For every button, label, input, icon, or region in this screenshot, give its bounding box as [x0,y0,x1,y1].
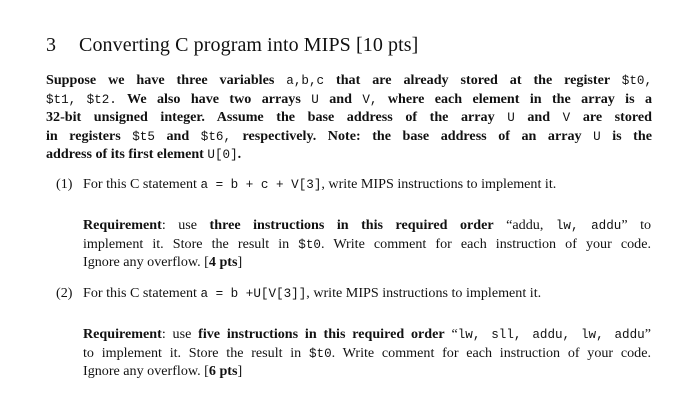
question-item-1 [56,175,556,195]
requirement-line [83,362,651,381]
intro-line-1 [46,71,652,90]
requirement-text: : use [161,326,192,342]
requirement-line [83,235,651,254]
array-code: U [311,92,319,107]
intro-text: and [527,109,551,125]
problem-intro [46,71,652,164]
item-text: For this C statement [83,285,197,301]
intro-text: respectively. Note: the base address of an array [242,127,582,144]
requirement-line [83,216,651,235]
intro-text: 32-bit unsigned integer. Assume the base address of the array [46,109,495,125]
section-number: 3 [46,34,57,56]
requirement-1 [83,216,651,272]
array-code: U [593,129,601,144]
intro-text: that are already stored at the register [336,72,610,88]
instruction-code: lw, sll, addu, lw, addu [457,328,645,342]
array-code: V, [362,92,378,107]
array-element-code: U[0] [207,148,238,162]
intro-text: in registers [46,127,121,144]
requirement-text: : use [161,217,198,233]
intro-text: where each element in the array is a [387,90,653,107]
requirement-emphasis: five instructions in this required order [198,326,445,342]
points-value: 6 pts [208,363,238,379]
intro-line-5 [46,145,652,164]
c-statement-code: a = b +U[V[3]] [200,287,307,301]
requirement-text: to implement it. Store the result in [83,344,302,361]
requirement-text: ] [237,254,243,270]
requirement-text: . Write comment for each instruction of your code. [331,344,651,361]
intro-text: . [237,146,242,162]
requirement-line [83,344,651,363]
register-code: $t0, [621,74,652,88]
requirement-text: “ [451,326,458,342]
intro-text: and [329,90,352,107]
section-title: Converting C program into MIPS [10 pts] [79,34,419,56]
requirement-line [83,325,651,344]
intro-text: are stored [582,109,653,125]
instruction-code: addu [591,219,622,233]
requirement-2 [83,325,651,381]
variables-code: a,b,c [286,74,325,88]
requirement-label: Requirement [83,217,162,233]
requirement-label: Requirement [83,326,162,342]
requirement-text: ” [644,326,651,342]
register-code: $t2. [86,92,117,107]
item-text: For this C statement [83,176,197,192]
c-statement-code: a = b + c + V[3] [200,178,322,192]
register-code: $t0 [308,346,332,361]
register-code: $t5 [132,129,155,144]
requirement-text: “addu, [506,217,544,233]
requirement-text: ” to [621,217,652,233]
requirement-text: . Write comment for each instruction of your code. [320,235,651,252]
item-marker: (2) [56,285,73,301]
intro-line-4 [46,127,652,146]
requirement-text: implement it. Store the result in [83,235,290,252]
array-code: V [562,111,571,125]
question-item-2 [56,284,541,304]
points-value: 4 pts [208,254,238,270]
register-code: $t1, [46,92,77,107]
item-marker: (1) [56,176,73,192]
register-code: $t0 [298,237,321,252]
register-code: $t6, [200,129,231,144]
requirement-text: ] [237,363,243,379]
requirement-emphasis: three instructions in this required order [209,217,494,233]
intro-text: We also have two arrays [127,90,301,107]
intro-text: Suppose we have three variables [46,72,275,88]
requirement-text: Ignore any overflow. [ [83,363,209,379]
instruction-code: lw, [555,219,579,233]
item-text: , write MIPS instructions to implement it. [306,285,542,301]
requirement-line [83,253,651,272]
array-code: U [507,111,515,125]
section-heading [46,34,418,57]
item-text: , write MIPS instructions to implement it. [321,176,557,192]
requirement-text: Ignore any overflow. [ [83,254,209,270]
intro-text: address of its first element [46,146,204,162]
intro-text: and [166,127,190,144]
intro-line-2 [46,90,652,109]
intro-text: is the [612,127,652,144]
intro-line-3 [46,108,652,127]
